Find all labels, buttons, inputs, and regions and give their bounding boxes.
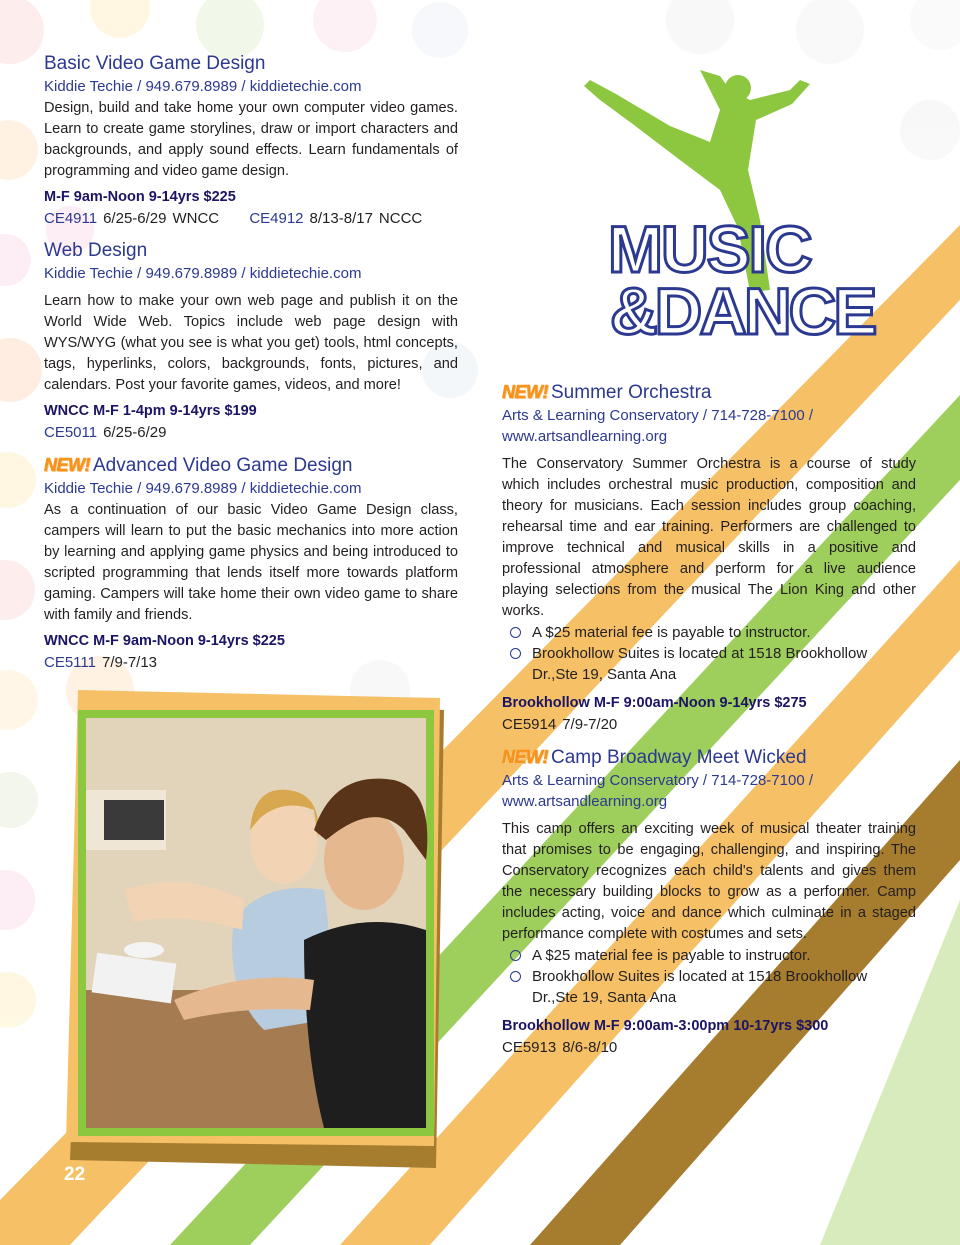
new-badge: NEW! [44,455,90,475]
course-contact: Kiddie Techie / 949.679.8989 / kiddietechie.com [44,480,362,497]
circle-bullet-icon [510,971,521,982]
course-dates: 6/25-6/29 [103,424,167,441]
course-camp-broadway [502,745,916,1058]
new-badge: NEW! [502,747,548,767]
course-description: This camp offers an exciting week of musical theater training that promises to be engaging, challenging, and inspiring. The Conservatory recognizes each child's talents and gives them the necessary building blocks to grow as a performer. Camp includes acting, voice and dance which culminate in a staged performance complete with costumes and sets. [502,821,916,942]
mouse-icon [124,942,164,958]
course-schedule: Brookhollow M-F 9:00am-Noon 9-14yrs $275 [502,695,807,711]
course-dates: 6/25-6/29 [103,210,167,227]
course-location: WNCC [172,210,220,227]
course-dates: 7/9-7/13 [101,654,158,671]
course-contact: Kiddie Techie / 949.679.8989 / kiddietechie.com [44,78,362,95]
section-title-music: MUSIC [608,212,811,286]
course-summer-orchestra [502,380,916,735]
photo-image [86,718,427,1128]
course-description: The Conservatory Summer Orchestra is a course of study which includes orchestral music production, composition and theory for musicians. Each session includes group coaching, rehearsal time and ear training. Performers are challenged to improve technical and musical skills in a positive and professional atmosphere and perform for a live audience playing selections from the musical The Lion King and other works. [502,456,916,619]
right-column [502,380,916,1068]
course-basic-video-game-design [44,52,458,229]
course-description: Learn how to make your own web page and publish it on the World Wide Web. Topics include web page design with WYS/WYG (what you see is what you get) tools, html concepts, tags, hyperlinks, colors, backgrounds, fonts, pictures, and calendars. Post your favorite games, videos, and more! [44,293,458,393]
course-schedule: M-F 9am-Noon 9-14yrs $225 [44,189,236,205]
note-item: Brookhollow Suites is located at 1518 Brookhollow Dr.,Ste 19, Santa Ana [510,643,916,685]
course-codes [502,714,916,735]
course-notes [510,945,916,1008]
section-title-dance: &DANCE [610,274,875,348]
course-contact: Arts & Learning Conservatory / 714-728-7100 / www.artsandlearning.org [502,407,814,445]
course-dates: 7/9-7/20 [562,716,618,733]
course-codes [502,1037,916,1058]
course-contact: Kiddie Techie / 949.679.8989 / kiddietechie.com [44,265,362,282]
course-advanced-video-game-design [44,453,458,673]
course-schedule: WNCC M-F 1-4pm 9-14yrs $199 [44,403,257,419]
course-codes [44,422,458,443]
circle-bullet-icon [510,627,521,638]
course-code: CE5111 [44,654,96,671]
page-number: 22 [64,1164,86,1185]
circle-bullet-icon [510,950,521,961]
monitor-icon [104,800,164,840]
students-photo [64,690,454,1170]
circle-bullet-icon [510,648,521,659]
course-web-design [44,239,458,443]
course-code: CE5011 [44,424,98,441]
course-notes [510,622,916,685]
course-code: CE4912 [249,210,304,227]
course-title: NEW! Summer Orchestra [502,382,712,403]
note-item: A $25 material fee is payable to instructor. [510,945,916,966]
course-title: Web Design [44,240,148,261]
course-title: NEW! Camp Broadway Meet Wicked [502,747,807,768]
course-codes [44,208,458,229]
course-schedule: WNCC M-F 9am-Noon 9-14yrs $225 [44,633,285,649]
course-code: CE4911 [44,210,98,227]
course-location: NCCC [378,210,423,227]
course-code: CE5913 [502,1039,557,1056]
new-badge: NEW! [502,382,548,402]
course-code: CE5914 [502,716,557,733]
course-title: NEW! Advanced Video Game Design [44,455,353,476]
course-schedule: Brookhollow M-F 9:00am-3:00pm 10-17yrs $300 [502,1018,829,1034]
course-description: As a continuation of our basic Video Game Design class, campers will learn to put the basic mechanics into more action by learning and applying game physics and being introduced to scripted programming that lends itself more towards platform gaming. Campers will take home their own video game to share with family and friends. [44,502,458,623]
note-item: A $25 material fee is payable to instructor. [510,622,916,643]
left-column [44,52,458,683]
course-description: Design, build and take home your own computer video games. Learn to create game storylines, draw or import characters and backgrounds, and apply sound effects. Learn fundamentals of programming and video game design. [44,100,458,179]
course-title: Basic Video Game Design [44,53,266,74]
course-dates: 8/13-8/17 [309,210,373,227]
course-codes [44,652,458,673]
course-contact: Arts & Learning Conservatory / 714-728-7100 / www.artsandlearning.org [502,772,814,810]
music-dance-heading [560,60,880,350]
course-dates: 8/6-8/10 [562,1039,618,1056]
note-item: Brookhollow Suites is located at 1518 Brookhollow Dr.,Ste 19, Santa Ana [510,966,916,1008]
